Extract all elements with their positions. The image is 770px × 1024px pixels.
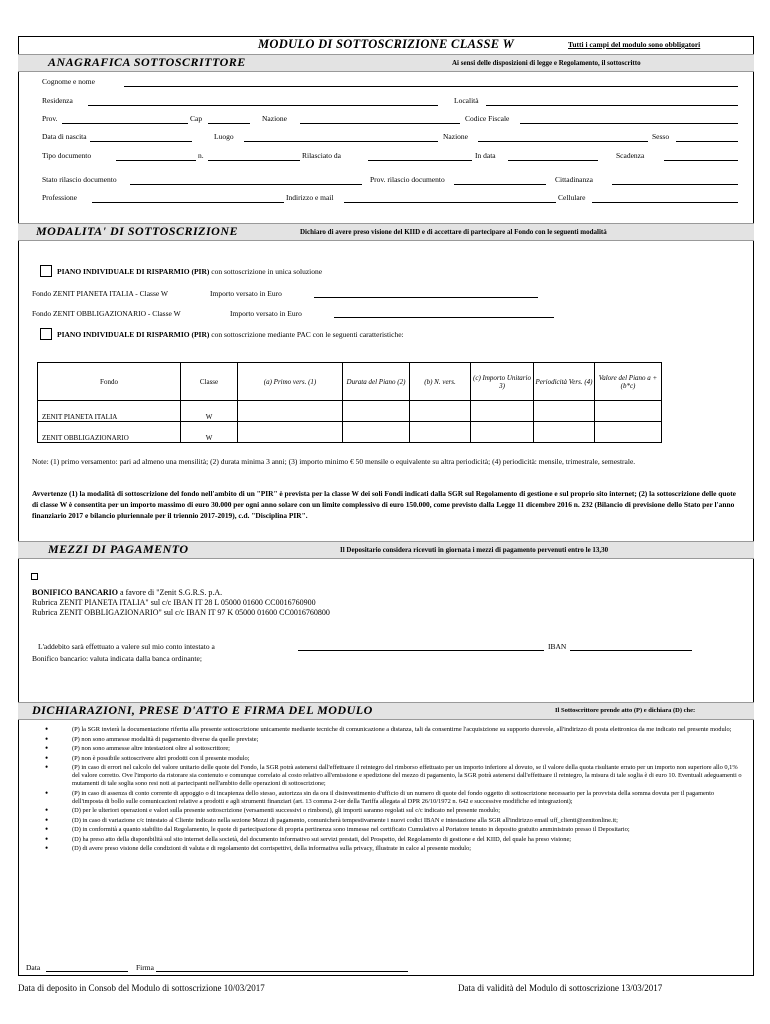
cell-input[interactable] [471,401,534,422]
label-scadenza: Scadenza [616,151,645,160]
field-prov-rilascio[interactable] [454,184,546,185]
footer-validity-date: Data di validità del Modulo di sottoscrizione 13/03/2017 [458,983,663,993]
label-data: Data [26,963,41,972]
th-periodicita: Periodicità Vers. (4) [534,363,595,401]
label-cittadinanza: Cittadinanza [555,175,593,184]
field-nazione-nascita[interactable] [478,141,648,142]
label-fondo-obbligazionario: Fondo ZENIT OBBLIGAZIONARIO - Classe W [32,309,181,318]
cell-input[interactable] [595,422,662,443]
list-item: • (D) in caso di variazione c/c intestato al Cliente indicato nella sezione Mezzi di pagamento, comunicherà tempestivamente i nuovi codici IBAN e intestazione alla SGR all'indirizzo email uff_clienti@zenitonline.it; [45,817,745,825]
field-intestatario[interactable] [298,650,544,651]
avvertenze: Avvertenze (1) la modalità di sottoscrizione del fondo nell'ambito di un "PIR" è prevista per la classe W dei soli Fondi indicati dalla SGR sul Regolamento di gestione e sul proprio sito internet; (2) la sottoscrizione delle quote di classe W è consentita per un importo massimo di euro 30.000 per ogni anno solare con un limite complessivo di euro 150.000, come previsto dalla Legge 11 dicembre 2016 n. 232 (Bilancio di previsione dello Stato per l'anno finanziario 2017 e bilancio pluriennale per il triennio 2017-2019), c.d. "Disciplina PIR". [32,489,736,520]
section-note-anagrafica: Ai sensi delle disposizioni di legge e Regolamento, il sottoscritto [452,59,641,67]
cell-input[interactable] [238,422,343,443]
declarations-list [45,726,745,855]
field-cittadinanza[interactable] [612,184,738,185]
form-title: MODULO DI SOTTOSCRIZIONE CLASSE W [258,37,515,51]
label-prov: Prov. [42,114,58,123]
label-firma: Firma [136,963,154,972]
section-note-modalita: Dichiaro di avere preso visione del KIID e di accettare di partecipare al Fondo con le seguenti modalità [300,228,607,236]
label-importo-pianeta: Importo versato in Euro [210,289,282,298]
cell-classe: W [181,422,238,443]
cell-fondo: ZENIT PIANETA ITALIA [38,401,181,422]
cell-input[interactable] [534,401,595,422]
field-nazione[interactable] [300,123,460,124]
field-residenza[interactable] [88,105,438,106]
label-in-data: In data [475,151,496,160]
label-importo-obbligazionario: Importo versato in Euro [230,309,302,318]
pac-notes: Note: (1) primo versamento: pari ad almeno una mensilità; (2) durata minima 3 anni; (3) importo minimo € 50 mensile o equivalente su altra periodicità; (4) periodicità: mensile, trimestrale, semestrale. [32,457,636,466]
field-tipo-documento[interactable] [116,160,196,161]
field-firma[interactable] [156,971,408,972]
label-iban: IBAN [548,642,567,651]
field-data[interactable] [46,971,128,972]
field-prov[interactable] [62,123,188,124]
th-classe: Classe [181,363,238,401]
list-item: • (D) in conformità a quanto stabilito dal Regolamento, le quote di partecipazione di propria pertinenza sono immesse nel certificato Cumulativo al Portatore tenuto in deposito gratuito amministrato presso il Depositario; [45,826,745,834]
label-nazione-nascita: Nazione [443,132,468,141]
field-localita[interactable] [486,105,738,106]
th-fondo: Fondo [38,363,181,401]
section-title-anagrafica: ANAGRAFICA SOTTOSCRITTORE [48,55,246,69]
label-residenza: Residenza [42,96,73,105]
label-nazione: Nazione [262,114,287,123]
list-item: • (P) non è possibile sottoscrivere altri prodotti con il presente modulo; [45,755,745,763]
label-professione: Professione [42,193,77,202]
cell-input[interactable] [343,422,410,443]
field-stato-rilascio[interactable] [130,184,362,185]
section-title-dichiarazioni: DICHIARAZIONI, PRESE D'ATTO E FIRMA DEL MODULO [32,703,373,717]
rubrica-pianeta: Rubrica ZENIT PIANETA ITALIA" sul c/c IBAN IT 28 L 05000 01600 CC0016760900 [32,598,316,607]
field-cellulare[interactable] [592,202,738,203]
label-cap: Cap [190,114,203,123]
field-importo-obbligazionario[interactable] [334,317,554,318]
required-fields-note: Tutti i campi del modulo sono obbligatori [568,40,701,49]
label-rilasciato-da: Rilasciato da [302,151,341,160]
th-valore-piano: Valore del Piano a + (b*c) [595,363,662,401]
cell-input[interactable] [238,401,343,422]
cell-fondo: ZENIT OBBLIGAZIONARIO [38,422,181,443]
label-numero-documento: n. [198,151,204,160]
field-data-nascita[interactable] [90,141,192,142]
cell-classe: W [181,401,238,422]
list-item: • (P) non sono ammesse modalità di pagamento diverse da quelle previste; [45,736,745,744]
label-addebito: L'addebito sarà effettuato a valere sul mio conto intestato a [38,642,215,651]
th-durata: Durata del Piano (2) [343,363,410,401]
label-valuta: Bonifico bancario: valuta indicata dalla banca ordinante; [32,654,202,663]
cell-input[interactable] [534,422,595,443]
table-row [38,401,662,422]
rubrica-obbligazionario: Rubrica ZENIT OBBLIGAZIONARIO" sul c/c IBAN IT 97 K 05000 01600 CC0016760800 [32,608,330,617]
pac-table [37,362,662,443]
cell-input[interactable] [343,401,410,422]
cell-input[interactable] [595,401,662,422]
label-cognome-nome: Cognome e nome [42,77,95,86]
list-item: • (P) non sono ammesse altre intestazioni oltre al sottoscrittore; [45,745,745,753]
field-codice-fiscale[interactable] [520,123,738,124]
label-luogo: Luogo [214,132,234,141]
field-professione[interactable] [92,202,284,203]
section-note-mezzi: Il Depositario considera ricevuti in giornata i mezzi di pagamento pervenuti entro le 13,30 [340,546,609,554]
field-importo-pianeta[interactable] [314,297,538,298]
section-note-dichiarazioni: Il Sottoscrittore prende atto (P) e dichiara (D) che: [555,707,696,714]
list-item: • (D) di avere preso visione delle condizioni di valuta e di regolamento dei corrispettivi, della informativa sulla privacy, illustrate in calce al presente modulo; [45,845,745,853]
label-indirizzo-email: Indirizzo e mail [286,193,334,202]
field-rilasciato-da[interactable] [368,160,472,161]
th-n-vers: (b) N. vers. [410,363,471,401]
checkbox-pir-unica[interactable] [40,265,52,277]
label-pir-pac: PIANO INDIVIDUALE DI RISPARMIO (PIR) con sottoscrizione mediante PAC con le seguenti caratteristiche: [57,330,404,339]
th-primo-vers: (a) Primo vers. (1) [238,363,343,401]
label-pir-unica: PIANO INDIVIDUALE DI RISPARMIO (PIR) con sottoscrizione in unica soluzione [57,267,323,276]
list-item: • (D) per le ulteriori operazioni e valori sulla presente sottoscrizione (versamenti successivi o rimborsi), gli importi saranno regolati sul c/c indicato nel presente modulo; [45,807,745,815]
field-indirizzo-email[interactable] [344,202,556,203]
section-title-modalita: MODALITA' DI SOTTOSCRIZIONE [36,224,238,238]
checkbox-bonifico[interactable] [31,573,38,580]
field-numero-documento[interactable] [208,160,300,161]
footer-deposit-date: Data di deposito in Consob del Modulo di sottoscrizione 10/03/2017 [18,983,265,993]
label-codice-fiscale: Codice Fiscale [465,114,510,123]
label-fondo-pianeta: Fondo ZENIT PIANETA ITALIA - Classe W [32,289,169,298]
list-item: • (D) ha preso atto della disponibilità sul sito internet della società, del documento informativo sui servizi prestati, del Prospetto, del Regolamento di gestione e del KIID, del quale ha preso visione; [45,836,745,844]
label-data-nascita: Data di nascita [42,132,87,141]
field-sesso[interactable] [676,141,738,142]
th-importo-unitario: (c) Importo Unitario 3) [471,363,534,401]
label-tipo-documento: Tipo documento [42,151,92,160]
checkbox-pir-pac[interactable] [40,328,52,340]
field-luogo[interactable] [244,141,438,142]
list-item: • (P) in caso di assenza di conto corrente di appoggio o di incapienza dello stesso, autorizza sin da ora il disinvestimento d'ufficio di un numero di quote del fondo oggetto di sottoscrizione necessario per la provvista della somma dovuta per il pagamento dell'imposta di bollo sulle comunicazioni relative a prodotti e agli strumenti finanziari (art. 13 comma 2-ter della Tariffa allegata al DPR 26/10/1972 n. 642 e successive modifiche ed integrazioni); [45,790,745,806]
field-cognome-nome[interactable] [124,86,738,87]
label-cellulare: Cellulare [558,193,586,202]
field-in-data[interactable] [508,160,598,161]
list-item: • (P) la SGR invierà la documentazione riferita alla presente sottoscrizione unicamente mediante tecniche di comunicazione a distanza, tali da consentirne l'acquisizione su supporto durevole, all'indirizzo di posta elettronica da me indicato nel presente modulo; [45,726,745,734]
label-localita: Località [454,96,479,105]
field-scadenza[interactable] [664,160,738,161]
label-bonifico: BONIFICO BANCARIO a favore di "Zenit S.G.R.S. p.A. [32,588,223,597]
section-title-mezzi: MEZZI DI PAGAMENTO [48,542,189,556]
cell-input[interactable] [410,422,471,443]
list-item: • (P) in caso di errori nel calcolo del valore unitario delle quote del Fondo, la SGR potrà astenersi dall'effettuare il reintegro del rimborso effettuato per un importo inferiore al dovuto, se il valore della quota risultante errato per un importo non superiore allo 0,1% del valore corretto. Ove l'importo da ristorare sia contenuto e comunque correlato al costo relativo all'emissione e spedizione del mezzo di pagamento, la SGR potrà astenersi dall'effettuare il reintegro, la misura di tale soglia è di euro 10. Eventuali adeguamenti o mutamenti di tale soglia sono resi noti ai partecipanti nell'ambito delle operazioni di sottoscrizione; [45,764,745,788]
table-row [38,422,662,443]
label-sesso: Sesso [652,132,670,141]
label-prov-rilascio: Prov. rilascio documento [370,175,445,184]
cell-input[interactable] [471,422,534,443]
field-iban[interactable] [570,650,692,651]
label-stato-rilascio: Stato rilascio documento [42,175,117,184]
field-cap[interactable] [208,123,250,124]
cell-input[interactable] [410,401,471,422]
